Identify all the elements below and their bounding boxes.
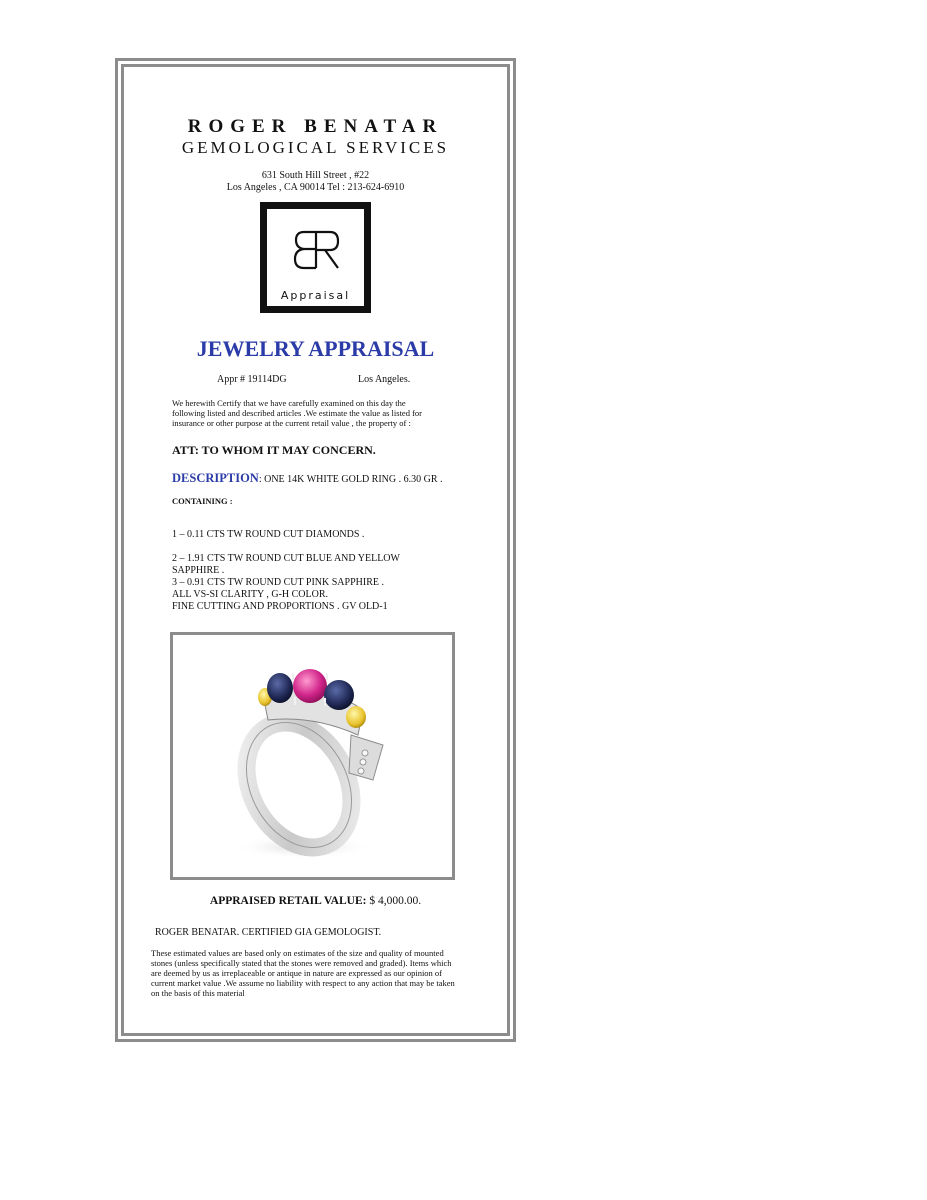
item-line: SAPPHIRE . [172,565,225,576]
appraisal-logo [260,202,371,313]
description-label: DESCRIPTION [172,471,259,485]
disclaimer-line: current market value .We assume no liability with respect to any action that may be taken [151,978,455,988]
appraised-value [121,895,510,907]
item-line: 3 – 0.91 CTS TW ROUND CUT PINK SAPPHIRE . [172,577,384,588]
appraised-value-amount: $ 4,000.00. [366,895,422,907]
company-subtitle: GEMOLOGICAL SERVICES [181,138,450,157]
appraisal-number: Appr # 19114DG [217,374,287,385]
br-monogram-icon [292,228,340,272]
item-line: 1 – 0.11 CTS TW ROUND CUT DIAMONDS . [172,529,365,540]
address-line-2: Los Angeles , CA 90014 Tel : 213-624-6910 [226,182,405,193]
disclaimer-line: on the basis of this material [151,988,245,998]
disclaimer-line: are deemed by us as irreplaceable or antique in nature are expressed as our opinion of [151,968,443,978]
logo-caption: Appraisal [280,289,351,302]
disclaimer-line: stones (unless specifically stated that the stones were removed and graded). Items which [151,958,452,968]
item-line: ALL VS-SI CLARITY , G-H COLOR. [172,589,329,600]
description [172,471,443,486]
ring-image [173,635,452,877]
disclaimer-line: These estimated values are based only on estimates of the size and quality of mounted [151,948,444,958]
gemologist-signature: ROGER BENATAR. CERTIFIED GIA GEMOLOGIST. [155,927,382,938]
description-text: : ONE 14K WHITE GOLD RING . 6.30 GR . [258,474,443,485]
appraisal-city: Los Angeles. [358,374,411,385]
ring-photo [170,632,455,880]
item-line: 2 – 1.91 CTS TW ROUND CUT BLUE AND YELLOW [172,553,400,564]
certification-line: We herewith Certify that we have carefully examined on this day the [172,398,406,408]
address-line-1: 631 South Hill Street , #22 [261,170,370,181]
item-line: FINE CUTTING AND PROPORTIONS . GV OLD-1 [172,601,388,612]
attention-line: ATT: TO WHOM IT MAY CONCERN. [172,443,376,457]
containing-label: CONTAINING : [172,496,233,506]
document-title: JEWELRY APPRAISAL [196,336,435,361]
appraised-value-label: APPRAISED RETAIL VALUE: [209,895,367,907]
company-name: ROGER BENATAR [187,116,444,137]
certification-line: following listed and described articles .We estimate the value as listed for [172,408,422,418]
certification-line: insurance or other purpose at the current retail value , the property of : [172,418,411,428]
